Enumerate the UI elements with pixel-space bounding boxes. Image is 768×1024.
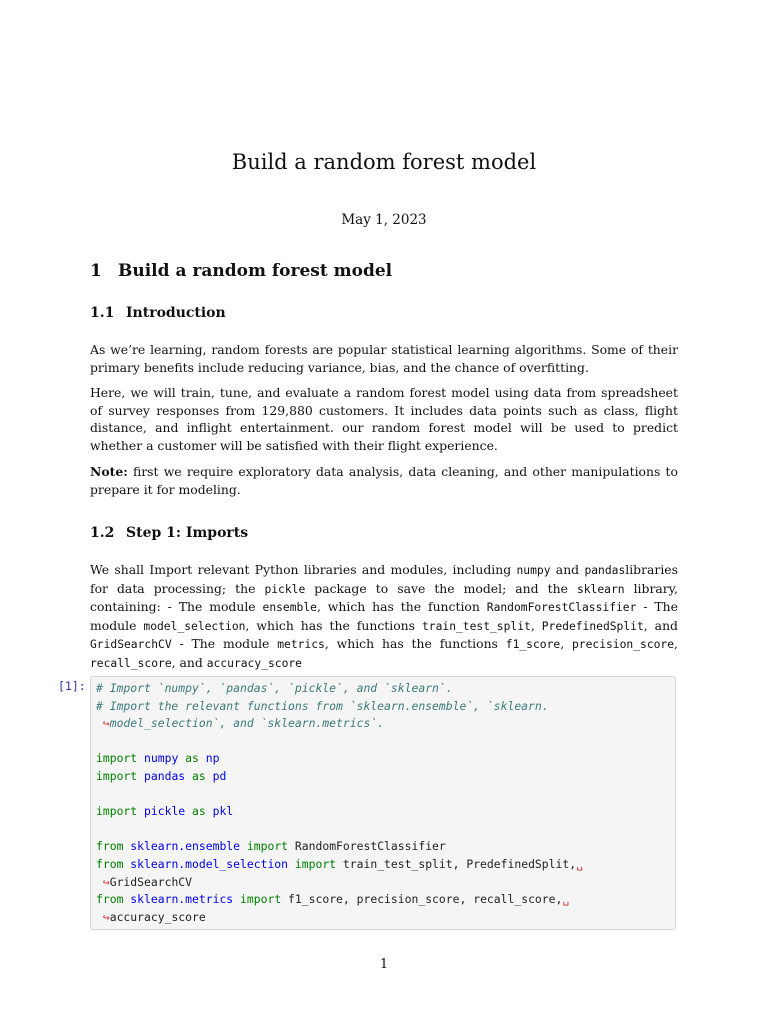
inline-code: model_selection	[143, 619, 246, 633]
text-run: package to save the model; and the	[305, 580, 577, 596]
keyword: import	[246, 839, 289, 854]
keyword: from	[96, 856, 124, 871]
document-date: May 1, 2023	[341, 212, 427, 228]
code-line-import-pickle	[96, 803, 672, 821]
keyword: as	[185, 751, 199, 766]
keyword: from	[96, 839, 124, 854]
blank-line	[96, 786, 672, 804]
text-run: , and	[643, 617, 678, 633]
text-run: library, containing: - The module	[90, 580, 678, 615]
continuation-arrow-icon: ↪	[102, 716, 110, 731]
text-run: ,	[530, 617, 542, 633]
inline-code: pandas	[584, 564, 626, 577]
text-run: ,	[674, 636, 678, 652]
inline-code: pickle	[264, 582, 306, 596]
subsection-heading-introduction	[90, 305, 226, 321]
keyword: from	[96, 892, 124, 907]
module-name: pickle	[144, 804, 186, 819]
subsection-title: Introduction	[126, 305, 226, 321]
text-run: - The module	[171, 636, 278, 652]
inline-code: metrics	[277, 638, 325, 652]
code-line-import-pandas	[96, 768, 672, 786]
subsection-number: 1.1	[90, 305, 115, 321]
imported-names: f1_score, precision_score, recall_score,	[288, 892, 563, 907]
text-run: We shall Import relevant Python libraries and modules, including	[90, 562, 517, 577]
section-heading-1	[90, 261, 392, 281]
code-line-continuation	[96, 909, 672, 927]
imported-names: accuracy_score	[109, 909, 206, 924]
code-line-from-ensemble	[96, 838, 672, 856]
keyword: as	[192, 768, 206, 783]
text-run: and	[550, 562, 585, 577]
module-name: sklearn.ensemble	[130, 839, 241, 854]
document-title: Build a random forest model	[231, 150, 537, 174]
keyword: import	[96, 751, 138, 766]
note-text: first we require exploratory data analysis, data cleaning, and other manipulations to prepare it for modeling.	[90, 464, 678, 497]
code-comment-line: # Import the relevant functions from `sklearn.ensemble`, `sklearn.	[96, 698, 549, 713]
alias-name: pkl	[212, 804, 234, 819]
code-line-from-model-selection	[96, 856, 672, 874]
code-line-import-numpy	[96, 750, 672, 768]
subsection-heading-imports	[90, 525, 248, 541]
intro-paragraph-1: As we’re learning, random forests are popular statistical learning algorithms. Some of their primary benefits include reducing variance, bias, and the chance of overfitting.	[90, 342, 678, 375]
module-name: sklearn.model_selection	[130, 856, 289, 871]
imported-names: train_test_split, PredefinedSplit,	[342, 856, 577, 871]
subsection-number: 1.2	[90, 525, 115, 541]
code-comment-continuation	[96, 715, 672, 733]
code-line-continuation	[96, 874, 672, 892]
text-run: , which has the function	[316, 599, 487, 615]
section-title: Build a random forest model	[118, 261, 393, 281]
text-run: , and	[171, 654, 207, 670]
intro-paragraph-2: Here, we will train, tune, and evaluate a random forest model using data from spreadsheet of survey responses from 129,880 customers. It includes data points such as class, flight distance, and inflight entertainment. our random forest model will be used to predict whether a customer will be satisfied with their flight experience.	[90, 385, 678, 453]
text-run: , which has the functions	[245, 617, 422, 633]
keyword: as	[192, 804, 206, 819]
line-break-marker-icon: ␣	[576, 856, 583, 871]
note-paragraph	[90, 463, 678, 498]
code-line-from-metrics	[96, 891, 672, 909]
alias-name: np	[205, 751, 220, 766]
inline-code: sklearn	[576, 582, 625, 596]
blank-line	[96, 821, 672, 839]
inline-code: numpy	[516, 564, 551, 577]
code-comment-text: model_selection`, and `sklearn.metrics`.	[109, 716, 385, 731]
keyword: import	[96, 768, 138, 783]
inline-code: RandomForestClassifier	[486, 601, 637, 615]
cell-prompt: [1]:	[58, 679, 86, 693]
alias-name: pd	[212, 768, 227, 783]
keyword: import	[294, 856, 337, 871]
imported-names: GridSearchCV	[109, 874, 193, 889]
text-run: ,	[560, 636, 572, 652]
module-name: sklearn.metrics	[130, 892, 234, 907]
text-run: libraries for data processing; the	[90, 562, 678, 596]
inline-code: f1_score	[505, 638, 561, 652]
imported-names: RandomForestClassifier	[294, 839, 446, 854]
text-run: , which has the functions	[324, 636, 506, 652]
keyword: import	[240, 892, 282, 907]
page-number: 1	[379, 957, 389, 972]
keyword: import	[96, 804, 138, 819]
inline-code: PredefinedSplit	[541, 619, 644, 633]
section-number: 1	[90, 261, 102, 281]
blank-line	[96, 733, 672, 751]
inline-code: GridSearchCV	[90, 638, 172, 652]
inline-code: accuracy_score	[206, 656, 302, 670]
module-name: numpy	[144, 751, 179, 766]
continuation-arrow-icon: ↪	[102, 909, 110, 924]
imports-paragraph	[90, 561, 678, 673]
code-block	[96, 680, 672, 926]
text-run: - The module	[90, 599, 678, 633]
inline-code: precision_score	[572, 638, 675, 652]
note-label: Note:	[90, 464, 128, 479]
inline-code: train_test_split	[421, 619, 531, 633]
continuation-arrow-icon: ↪	[102, 874, 110, 889]
code-comment-line: # Import `numpy`, `pandas`, `pickle`, and `sklearn`.	[96, 681, 453, 695]
subsection-title: Step 1: Imports	[126, 525, 249, 541]
module-name: pandas	[144, 768, 186, 783]
inline-code: ensemble	[262, 601, 317, 615]
inline-code: recall_score	[90, 656, 172, 670]
line-break-marker-icon: ␣	[562, 892, 570, 907]
